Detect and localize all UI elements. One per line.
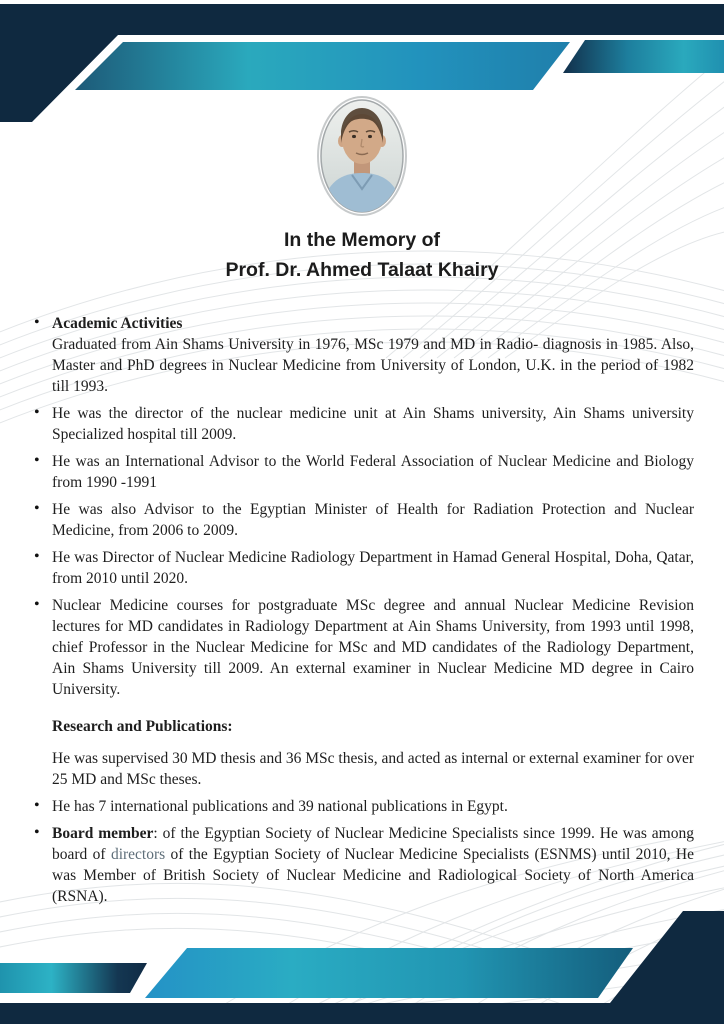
page-title: [0, 225, 724, 285]
title-line-1: In the Memory of: [283, 229, 440, 251]
section-heading: Research and Publications:: [52, 718, 233, 735]
bullet-item: • He was the director of the nuclear medicine unit at Ain Shams university, Ain Shams university Specialized hospital till 2009.: [30, 403, 694, 445]
bullet-item: • Nuclear Medicine courses for postgraduate MSc degree and annual Nuclear Medicine Revision lectures for MD candidates in Radiology Department at Ain Shams University, from 1993 until 1998, chief Professor in the Nuclear Medicine for MSc and MD candidates of the Radiology Department, Ain Shams University till 2009. An external examiner in Nuclear Medicine MD degree in Cairo University.: [30, 595, 694, 700]
footer-teal-band: [145, 948, 633, 998]
content-list: [30, 313, 694, 913]
title-line-2: Prof. Dr. Ahmed Talaat Khairy: [225, 259, 499, 281]
header-teal-band-right: [563, 40, 724, 73]
footer-teal-band-left: [0, 963, 147, 993]
bullet-item: • He was also Advisor to the Egyptian Minister of Health for Radiation Protection and Nuclear Medicine, from 2006 to 2009.: [30, 499, 694, 541]
bullet-item: • He was an International Advisor to the World Federal Association of Nuclear Medicine and Biology from 1990 -1991: [30, 451, 694, 493]
bullet-item: • Academic Activities Graduated from Ain Shams University in 1976, MSc 1979 and MD in Radio- diagnosis in 1985. Also, Master and PhD degrees in Nuclear Medicine from University of London, U.K. in the period of 1982 till 1993.: [30, 313, 694, 397]
paragraph: He was supervised 30 MD thesis and 36 MSc thesis, and acted as internal or external examiner for over 25 MD and MSc theses.: [52, 750, 694, 788]
header-teal-band: [75, 42, 570, 90]
bullet-item: • He was Director of Nuclear Medicine Radiology Department in Hamad General Hospital, Doha, Qatar, from 2010 until 2020.: [30, 547, 694, 589]
bullet-item: • He has 7 international publications and 39 national publications in Egypt.: [30, 796, 694, 817]
bullet-item: • Board member: of the Egyptian Society of Nuclear Medicine Specialists since 1999. He was among board of directors of the Egyptian Society of Nuclear Medicine Specialists (ESNMS) until 2010, He was Member of British Society of Nuclear Medicine and Radiological Society of North America (RSNA).: [30, 823, 694, 907]
portrait-photo: [316, 95, 408, 217]
